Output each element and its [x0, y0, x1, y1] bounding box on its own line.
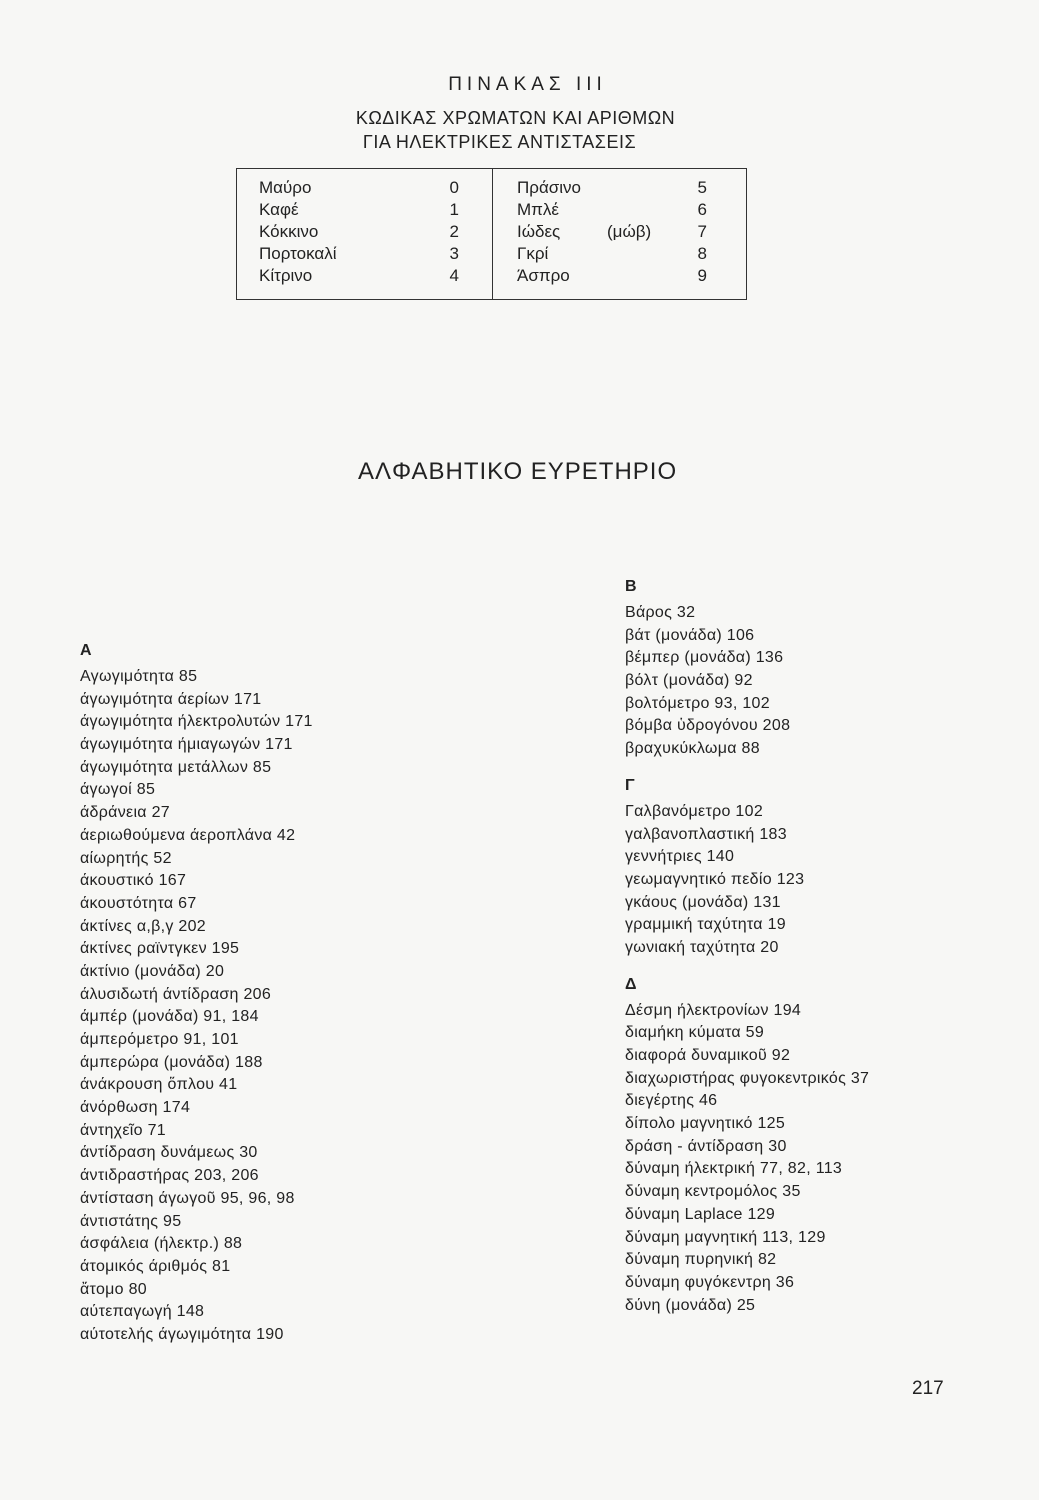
index-entry: άκουστότητα 67 — [80, 894, 197, 912]
index-entry: βόμβα ὑδρογόνου 208 — [625, 717, 791, 735]
color-digit: 5 — [697, 178, 707, 197]
page-number: 217 — [912, 1378, 944, 1399]
index-entry: διαφορά δυναμικοῦ 92 — [625, 1047, 791, 1064]
index-letter-group — [625, 576, 1025, 761]
index-entry: δύνη (μονάδα) 25 — [625, 1296, 756, 1314]
index-entry: γωνιακή ταχύτητα 20 — [625, 938, 779, 956]
color-row — [517, 265, 717, 287]
index-entry: άλυσιδωτή άντίδραση 206 — [80, 985, 272, 1003]
index-entry: διαμήκη κύματα 59 — [625, 1024, 765, 1042]
color-name: Γκρί — [517, 244, 549, 263]
color-digit: 7 — [697, 222, 707, 241]
table-left-column — [259, 177, 469, 287]
index-letter-group — [80, 640, 510, 1347]
index-entry: άντίσταση άγωγοῦ 95, 96, 98 — [80, 1189, 295, 1207]
index-entry: άγωγιμότητα μετάλλων 85 — [80, 758, 272, 776]
index-entry: άντηχεῖο 71 — [80, 1121, 166, 1139]
index-entry: άνάκρουση ὅπλου 41 — [80, 1076, 238, 1094]
index-entry: άκτίνες α,β,γ 202 — [80, 917, 206, 935]
index-letter-heading: Γ — [625, 776, 635, 794]
index-entry: γαλβανοπλαστική 183 — [625, 825, 787, 843]
index-entry: δίπολο μαγνητικό 125 — [625, 1115, 786, 1133]
color-name: Μαύρο — [259, 178, 312, 197]
index-entry: άγωγιμότητα άερίων 171 — [80, 690, 262, 708]
color-name: Πορτοκαλί — [259, 244, 337, 263]
index-entry: αίωρητής 52 — [80, 849, 172, 867]
color-name: Κόκκινο — [259, 222, 319, 241]
index-entry: βόλτ (μονάδα) 92 — [625, 672, 753, 690]
color-row — [259, 177, 469, 199]
index-entry: άμπέρ (μονάδα) 91, 184 — [80, 1008, 259, 1026]
index-entry: γραμμική ταχύτητα 19 — [625, 916, 786, 934]
color-digit: 6 — [697, 200, 707, 219]
color-name: Μπλέ — [517, 200, 559, 219]
index-entry: Αγωγιμότητα 85 — [80, 668, 198, 685]
index-entry: άντιστάτης 95 — [80, 1212, 182, 1230]
index-entry: δύναμη κεντρομόλος 35 — [625, 1183, 801, 1201]
index-entry: άκτίνιο (μονάδα) 20 — [80, 962, 225, 980]
index-entry: άντίδραση δυνάμεως 30 — [80, 1144, 258, 1162]
index-entry: άγωγιμότητα ήμιαγωγών 171 — [80, 736, 293, 754]
index-entry: δύναμη πυρηνική 82 — [625, 1251, 777, 1269]
index-entry: δράση - άντίδραση 30 — [625, 1137, 787, 1155]
color-row — [517, 243, 717, 265]
index-letter-heading: Α — [80, 642, 92, 659]
index-entry: ἄτομο 80 — [80, 1280, 148, 1298]
index-entry: βέμπερ (μονάδα) 136 — [625, 649, 784, 667]
table-right-column — [517, 177, 717, 287]
index-entry: Δέσμη ήλεκτρονίων 194 — [625, 1001, 802, 1019]
color-code-table — [236, 168, 747, 300]
index-entry: άεριωθούμενα άεροπλάνα 42 — [80, 826, 296, 844]
index-entry: δύναμη φυγόκεντρη 36 — [625, 1273, 795, 1291]
index-entry: Γαλβανόμετρο 102 — [625, 802, 764, 820]
color-row — [259, 265, 469, 287]
color-name: Ιώδες — [517, 222, 561, 241]
index-entry: άμπερώρα (μονάδα) 188 — [80, 1053, 263, 1071]
color-digit: 8 — [697, 244, 707, 263]
color-digit: 9 — [697, 266, 707, 285]
color-digit: 2 — [449, 222, 459, 241]
color-row — [517, 199, 717, 221]
index-entry: άγωγιμότητα ήλεκτρολυτών 171 — [80, 713, 313, 731]
index-entry: γεωμαγνητικό πεδίο 123 — [625, 870, 805, 888]
color-row — [259, 221, 469, 243]
color-row — [259, 199, 469, 221]
color-name: Άσπρο — [517, 266, 570, 285]
index-title: ΑΛΦΑΒΗΤΙΚΟ ΕΥΡΕΤΗΡΙΟ — [358, 458, 678, 485]
index-entry: άτομικός άριθμός 81 — [80, 1257, 231, 1275]
color-digit: 4 — [449, 266, 459, 285]
index-entry: βάτ (μονάδα) 106 — [625, 626, 755, 644]
index-entry: δύναμη μαγνητική 113, 129 — [625, 1228, 826, 1246]
index-column-left — [80, 640, 510, 1361]
index-letter-heading: Δ — [625, 975, 637, 993]
color-digit: 0 — [449, 178, 459, 197]
index-entry: δύναμη Laplace 129 — [625, 1205, 776, 1223]
index-entry: άκουστικό 167 — [80, 872, 187, 890]
index-entry: άκτίνες ραϊντγκεν 195 — [80, 940, 240, 958]
color-row — [517, 177, 717, 199]
color-row — [259, 243, 469, 265]
index-entry: διεγέρτης 46 — [625, 1092, 718, 1110]
index-entry: βολτόμετρο 93, 102 — [625, 694, 770, 712]
index-column-right — [625, 576, 1025, 1331]
color-name: Πράσινο — [517, 178, 581, 197]
index-letter-heading: Β — [625, 578, 637, 595]
color-digit: 1 — [449, 200, 459, 219]
index-letter-group — [625, 775, 1025, 960]
index-entry: διαχωριστήρας φυγοκεντρικός 37 — [625, 1069, 870, 1087]
index-entry: άντιδραστήρας 203, 206 — [80, 1167, 259, 1185]
index-entry: αύτεπαγωγή 148 — [80, 1303, 205, 1321]
index-letter-group — [625, 974, 1025, 1318]
index-entry: άνόρθωση 174 — [80, 1099, 191, 1117]
index-entry: βραχυκύκλωμα 88 — [625, 740, 760, 758]
color-name: Καφέ — [259, 200, 299, 219]
color-row — [517, 221, 717, 243]
index-entry: δύναμη ήλεκτρική 77, 82, 113 — [625, 1160, 843, 1178]
index-entry: αύτοτελής άγωγιμότητα 190 — [80, 1325, 284, 1343]
index-entry: γκάους (μονάδα) 131 — [625, 893, 781, 911]
index-entry: άμπερόμετρο 91, 101 — [80, 1031, 239, 1048]
index-entry: άδράνεια 27 — [80, 804, 170, 822]
index-entry: άσφάλεια (ήλεκτρ.) 88 — [80, 1235, 243, 1253]
table-divider — [492, 169, 493, 299]
color-name: Κίτρινο — [259, 266, 313, 285]
table-title-line1: ΚΩΔΙΚΑΣ ΧΡΩΜΑΤΩΝ ΚΑΙ ΑΡΙΘΜΩΝ — [355, 108, 676, 128]
index-entry: Βάρος 32 — [625, 604, 696, 621]
color-digit: 3 — [449, 244, 459, 263]
table-label: ΠΙΝΑΚΑΣ ΙΙΙ — [448, 74, 607, 95]
table-title-line2: ΓΙΑ ΗΛΕΚΤΡΙΚΕΣ ΑΝΤΙΣΤΑΣΕΙΣ — [362, 132, 637, 152]
color-note: (μώβ) — [607, 222, 652, 241]
index-entry: γεννήτριες 140 — [625, 848, 735, 866]
index-entry: άγωγοί 85 — [80, 781, 156, 799]
